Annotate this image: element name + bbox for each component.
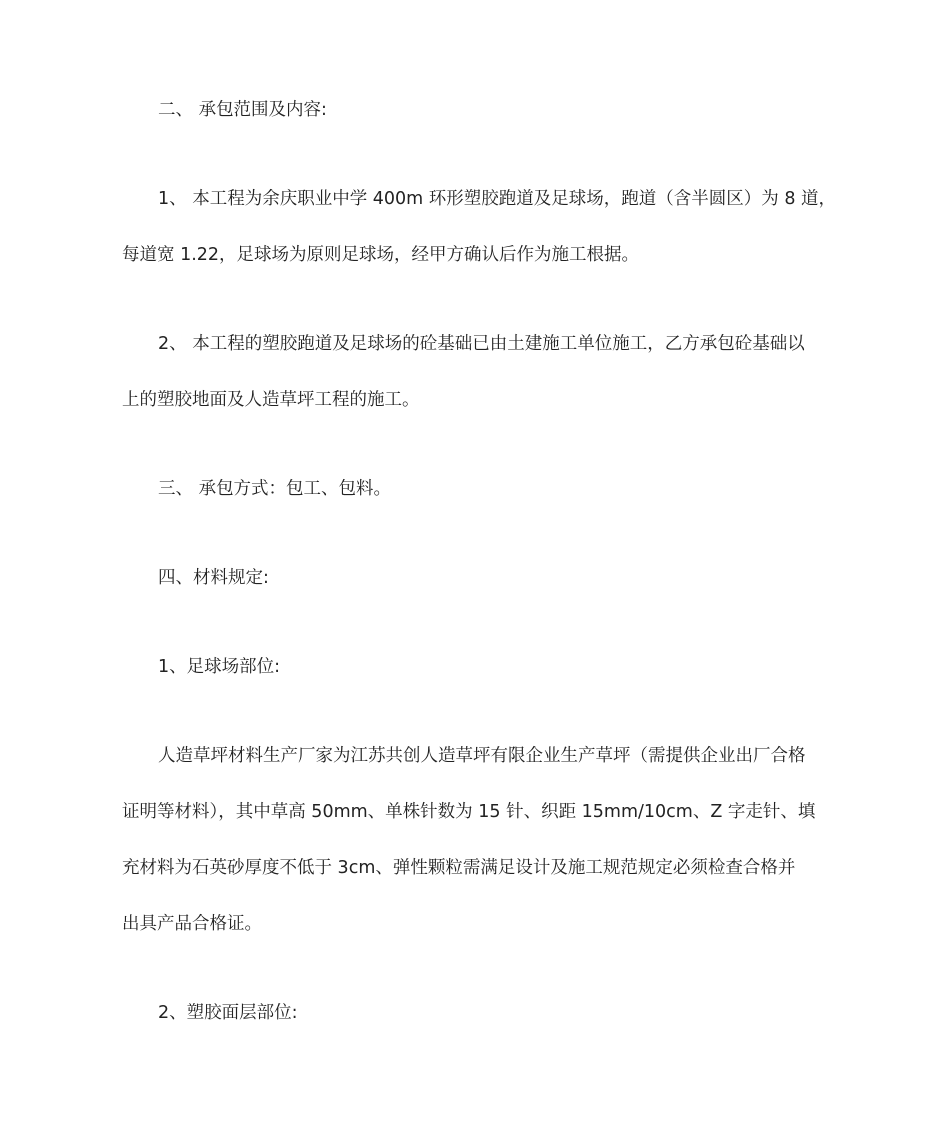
section-heading-2: 二、 承包范围及内容: — [158, 100, 327, 120]
subheading-plastic-surface: 2、塑胶面层部位: — [158, 1003, 298, 1023]
paragraph-1-line-1: 1、 本工程为余庆职业中学 400m 环形塑胶跑道及足球场，跑道（含半圆区）为 8 道， — [158, 189, 837, 209]
paragraph-2-line-1: 2、 本工程的塑胶跑道及足球场的砼基础已由土建施工单位施工，乙方承包砼基础以 — [158, 334, 805, 354]
section-heading-4: 四、材料规定: — [158, 568, 269, 588]
section-heading-3: 三、 承包方式：包工、包料。 — [158, 479, 392, 499]
subheading-football-field: 1、足球场部位: — [158, 657, 281, 677]
paragraph-3-line-2: 证明等材料），其中草高 50mm、单株针数为 15 针、织距 15mm/10cm、Z 字走针、填 — [122, 802, 816, 822]
paragraph-3-line-4: 出具产品合格证。 — [122, 914, 262, 934]
paragraph-3-line-1: 人造草坪材料生产厂家为江苏共创人造草坪有限企业生产草坪（需提供企业出厂合格 — [158, 746, 806, 766]
paragraph-2-line-2: 上的塑胶地面及人造草坪工程的施工。 — [122, 390, 420, 410]
paragraph-3-line-3: 充材料为石英砂厚度不低于 3cm、弹性颗粒需满足设计及施工规范规定必须检查合格并 — [122, 858, 796, 878]
paragraph-1-line-2: 每道宽 1.22，足球场为原则足球场，经甲方确认后作为施工根据。 — [122, 245, 640, 265]
